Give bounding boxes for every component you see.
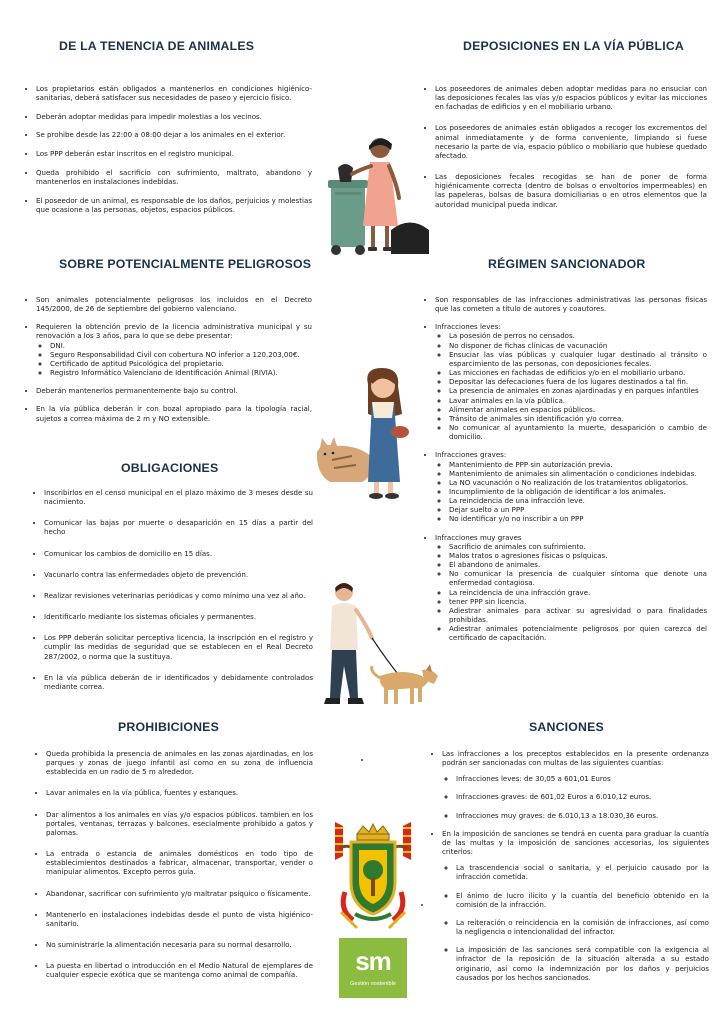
sub-list-item: ◦ Dejar suelto a un PPP [449,505,707,514]
list-item [435,322,707,441]
list-item: • Comunicar los cambios de domicilio en 15 días. [44,549,313,558]
section-title-deposiciones: DEPOSICIONES EN LA VÍA PÚBLICA [463,39,684,53]
list-item: • Vacunarlo contra las enfermedades objeto de prevención. [44,570,313,579]
list-item [435,450,707,523]
list-item: • En la vía pública deberán ir con bozal apropiado para la tipología racial, sujetos a correa máxima de 2 m y NO extensible. [36,404,312,422]
sub-list-item: ◦ Malos tratos o agresiones físicas o psíquicas. [449,551,707,560]
sub-list-item: ◦ El abandono de animales. [449,560,707,569]
list-item: • Los PPP deberán estar inscritos en el registro municipal. [36,149,312,158]
list-item: • Los poseedores de animales están obligados a recoger los excrementos del animal inmediatamente y de forma conveniente, limpiando si fuese necesario la parte de vía, espacio público o mobiliario que hubiese quedado afectado. [435,123,707,160]
list-item: • En la vía pública deberán de ir identificados y debidamente controlados mediante correa. [44,673,313,691]
list-item: • Se prohibe desde las 22:00 a 08:00 dejar a los animales en el exterior. [36,130,312,139]
sub-list-item: ◦ tener PPP sin licencia. [449,597,707,606]
sub-list-item: ◦ Registro Informático Valenciano de Identificación Animal (RIVIA). [50,368,312,377]
list-item: • Queda prohibido el sacrificio con sufrimiento, maltrato, abandono y mantenerlos en instalaciones indebidas. [36,168,312,186]
logo-subtitle: Gestión sostenible [349,981,397,987]
logo-mark: sm [355,946,391,976]
sub-list-item: ◦ Ensuciar las vías públicas y cualquier lugar destinado al tránsito o esparcimiento de las personas, con deposiciones fecales. [449,350,707,368]
sub-list-item: ◦ Seguro Responsabilidad Civil con cobertura NO inferior a 120.203,00€. [50,350,312,359]
sub-list-item: ◦ Alimentar animales en espacios públicos. [449,405,707,414]
list-item: • Los PPP deberán solicitar perceptiva licencia, la inscripción en el registro y cumplir las medidas de seguridad que se establecen en el Real Decreto 287/2002, o norma que la sustituya. [44,633,313,660]
list-item: • Son responsables de las infracciones administrativas las personas físicas que las cometen a título de autores y coautores. [435,295,707,313]
sub-list-item: ◦ Infracciones muy graves: de 6.010,13 a 18.030,36 euros. [456,811,709,820]
list-item: • Deberán mantenerlos permanentemente bajo su control. [36,386,312,395]
sub-list-item: ◦ DNI. [50,341,312,350]
section-title-obligaciones: OBLIGACIONES [121,461,219,475]
obligaciones-list [34,488,313,703]
list-item-text: Las infracciones a los preceptos establecidos en la presente ordenanza podrán ser sancionadas con multas de las siguientes cuantías: [442,749,709,768]
sub-list-item: ◦ Mantenimiento de animales sin alimentación o condiciones indebidas. [449,469,707,478]
sub-list-item: ◦ La reincidencia de una infracción leve. [449,496,707,505]
coat-of-arms-emblem [331,820,415,932]
girl-with-cat-illustration [312,362,437,502]
decorative-dot [361,759,363,761]
list-item: • Inscribirlos en el censo municipal en el plazo máximo de 3 meses desde su nacimiento. [44,488,313,506]
list-item: • Los poseedores de animales deben adoptar medidas para no ensuciar con las deposiciones fecales las vías y/o espacios públicos y evitar las micciones en fachadas de edificios y en el mobiliario urbano. [435,84,707,111]
sub-list-item: ◦ Incumplimiento de la obligación de identificar a los animales. [449,487,707,496]
section-title-sanciones: SANCIONES [529,720,604,734]
list-item: • La entrada o estancia de animales domésticos en todo tipo de establecimientos destinados a fabricar, almacenar, transportar, vender o manipular alimentos. Excepto perros guía. [46,849,313,876]
list-item-text: En la imposición de sanciones se tendrá en cuenta para graduar la cuantía de las multas y la imposición de sanciones accesorias, los siguientes criterios: [442,828,709,857]
sub-list-item: ◦ Adiestrar animales para activar su agresividad o para finalidades prohibidas. [449,606,707,624]
section-title-peligrosos: SOBRE POTENCIALMENTE PELIGROSOS [59,257,312,271]
list-item: • No suministrarle la alimentación necesaria para su normal desarrollo. [46,940,313,949]
tenencia-list [26,84,312,223]
section-title-prohibiciones: PROHIBICIONES [118,720,219,734]
regimen-list [425,295,707,651]
list-item: • Las deposiciones fecales recogidas se han de poner de forma higiénicamente correcta (dentro de bolsas o envoltorios impermeables) en las papeleras, bolsas de basura domiciliarias o en otros elementos que la autoridad municipal pueda indicar. [435,172,707,209]
woman-trash-bin-illustration [325,130,435,260]
list-item: • Identificarlo mediante los sistemas oficiales y permanentes. [44,612,313,621]
sub-list-item: ◦ Tránsito de animales sin identificación y/o correa. [449,414,707,423]
list-item [435,533,707,643]
list-item-text: Infracciones leves: [435,322,501,332]
peligrosos-list [26,295,312,432]
list-item: • Dar alimentos a los animales en vías y/o espacios públicos. tambien en los portales, ventanas, terrazas y balcones. esecialmente prohibido a gatos y palomas. [46,810,313,837]
list-item-text: Requieren la obtención previo de la licencia administrativa municipal y su renovación a los 3 años, para lo que se debe presentar: [36,322,312,341]
sub-list-item: ◦ El ánimo de lucro ilícito y la cuantía del beneficio obtenido en la comisión de la infracción. [456,891,709,909]
sub-list-item: ◦ Mantenimiento de PPP sin autorización previa. [449,460,707,469]
list-item: • Abandonar, sacrificar con sufrimiento y/o maltratar psíquico o físicamente. [46,889,313,898]
company-logo [339,938,407,998]
list-item: • El poseedor de un animal, es responsable de los daños, perjuicios y molestias que ocasione a las personas, objetos, espacios públicos. [36,196,312,214]
sub-list-item: ◦ Lavar animales en la vía pública. [449,396,707,405]
sub-list-item: ◦ Las micciones en fachadas de edificios y/o en el mobiliario urbano. [449,368,707,377]
sub-list-item: ◦ No comunicar la presencia de cualquier síntoma que denote una enfermedad contagiosa. [449,569,707,587]
list-item [442,749,709,820]
sub-list-item: ◦ Infracciones graves: de 601,02 Euros a 6.010,12 euros. [456,792,709,801]
prohibiciones-list [36,749,313,992]
list-item: • Queda prohibida la presencia de animales en las zonas ajardinadas, en los parques y zonas de juego infantil así como en su zona de influencia establecida en un radio de 5 m alrededor. [46,749,313,776]
section-title-regimen: RÉGIMEN SANCIONADOR [488,257,646,271]
sub-list-item: ◦ Depositar las defecaciones fuera de los lugares destinados a tal fin. [449,377,707,386]
list-item: • Realizar revisiones veterinarias periódicas y como mínimo una vez al año. [44,591,313,600]
sub-list-item: ◦ La reincidencia de una infracción grave. [449,588,707,597]
sub-list-item: ◦ La presencia de animales en zonas ajardinadas y en parques infantiles [449,386,707,395]
sub-list-item: ◦ La imposición de las sanciones será compatible con la exigencia al infractor de la reposición de la situación alterada a su estado originario, así como la indemnización por los daños y perjuicios causados por los hechos sancionados. [456,945,709,982]
sub-list-item: ◦ Adiestrar animales potencialmente peligrosos por quien carezca del certificado de capacitación. [449,624,707,642]
list-item: • La puesta en libertad o introducción en el Medio Natural de ejemplares de cualquier especie exótica que se mantenga como animal de compañía. [46,961,313,979]
sub-list-item: ◦ No identificar y/o no inscribir a un PPP [449,514,707,523]
list-item: • Comunicar las bajas por muerte o desaparición en 15 días a partir del hecho [44,518,313,536]
list-item-text: Infracciones muy graves [435,532,522,542]
list-item: • Deberán adoptar medidas para impedir molestias a los vecinos. [36,112,312,121]
list-item: • Mantenerlo en instalaciones indebidas desde el punto de vista higiénico-sanitario. [46,910,313,928]
sub-list-item: ◦ La reiteración o reincidencia en la comisión de infracciones, así como la negligencia o intencionalidad del infractor. [456,918,709,936]
sub-list-item: ◦ La NO vacunación o No realización de los tratamientos obligatorios. [449,478,707,487]
list-item [36,322,312,377]
list-item [442,829,709,982]
section-title-tenencia: DE LA TENENCIA DE ANIMALES [59,39,255,53]
man-walking-dog-illustration [318,580,443,720]
list-item-text: Infracciones graves: [435,450,507,460]
sub-list-item: ◦ Sacrificio de animales con sufrimiento. [449,542,707,551]
sub-list-item: ◦ No disponer de fichas clínicas de vacunación [449,341,707,350]
deposiciones-list [425,84,707,221]
sub-list-item: ◦ Infracciones leves: de 30,05 a 601,01 Euros [456,774,709,783]
decorative-dot [421,904,423,906]
list-item: • Los propietarios están obligados a mantenerlos en condiciones higiénico-sanitarias, deberá satisfacer sus necesidades de paseo y ejercicio físico. [36,84,312,102]
sub-list-item: ◦ La posesión de perros no censados. [449,331,707,340]
sub-list-item: ◦ No comunicar al ayuntamiento la muerte, desaparición o cambio de domicilio. [449,423,707,441]
sub-list-item: ◦ Certificado de aptitud Psicológica del propietario. [50,359,312,368]
list-item: • Son animales potencialmente peligrosos los incluidos en el Decreto 145/2000, de 26 de septiembre del gobierno valenciano. [36,295,312,313]
sub-list-item: ◦ La trascendencia social o sanitaria, y el perjuicio causado por la infracción cometida. [456,863,709,881]
sanciones-list [432,749,709,991]
list-item: • Lavar animales en la vía pública, fuentes y estanques. [46,788,313,797]
